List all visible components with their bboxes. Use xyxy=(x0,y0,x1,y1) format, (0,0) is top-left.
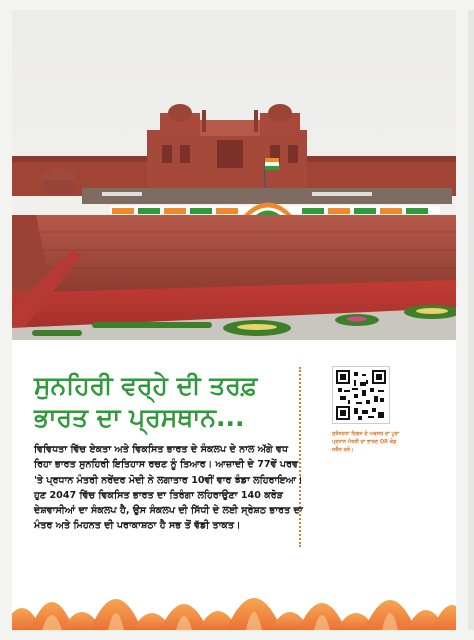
headline-line-1: ਸੁਨਹਿਰੀ ਵਰ੍ਹੇ ਦੀ ਤਰਫ਼ xyxy=(34,371,258,400)
qr-code-icon[interactable] xyxy=(332,366,390,424)
body-paragraph: ਵਿਵਿਧਤਾ ਵਿੱਚ ਏਕਤਾ ਅਤੇ ਵਿਕਸਿਤ ਭਾਰਤ ਦੇ ਸੰਕਲਪ ਦੇ ਨਾਲ ਅੱਗੇ ਵਧ ਰਿਹਾ ਭਾਰਤ ਸੁਨਹਿਰੀ ਇਤਿਹਾਸ ਰਚਣ ਨੂੰ ਤਿਆਰ। ਆਜ਼ਾਦੀ ਦੇ 77ਵੇਂ ਪਰਵ 'ਤੇ ਪ੍ਰਧਾਨ ਮੰਤਰੀ ਨਰੇਂਦਰ ਮੋਦੀ ਨੇ ਲਗਾਤਾਰ 10ਵੀਂ ਵਾਰ ਝੰਡਾ ਲਹਿਰਾਇਆ। ਹੁਣ 2047 ਵਿੱਚ ਵਿਕਸਿਤ ਭਾਰਤ ਦਾ ਤਿਰੰਗਾ ਲਹਿਰਾਉਣਾ 140 ਕਰੋੜ ਦੇਸ਼ਵਾਸੀਆਂ ਦਾ ਸੰਕਲਪ ਹੈ, ਉਸ ਸੰਕਲਪ ਦੀ ਸਿੱਧੀ ਦੇ ਲਈ ਸ੍ਰੇਸ਼ਠ ਭਾਰਤ ਦਾ ਮੰਤਰ ਅਤੇ ਮਿਹਨਤ ਦੀ ਪਰਾਕਾਸ਼ਠਾ ਹੈ ਸਭ ਤੋਂ ਵੱਡੀ ਤਾਕਤ। xyxy=(34,444,303,532)
headline xyxy=(34,370,304,434)
headline-line-2: ਭਾਰਤ ਦਾ ਪ੍ਰਸਥਾਨ... xyxy=(34,403,245,432)
lotus-border-graphic xyxy=(12,566,456,630)
page-edge-strip xyxy=(468,10,474,630)
poster-page xyxy=(12,10,456,630)
red-fort-photo xyxy=(12,10,456,340)
qr-caption: ਸੁਤੰਤਰਤਾ ਦਿਵਸ ਦੇ ਅਵਸਰ ਦਾ ਪੂਰਾ ਪ੍ਰਧਾਨ ਮੰਤਰੀ ਦਾ ਭਾਸ਼ਣ QR ਕੋਡ ਸਕੈਨ ਕਰੋ। xyxy=(332,431,400,453)
